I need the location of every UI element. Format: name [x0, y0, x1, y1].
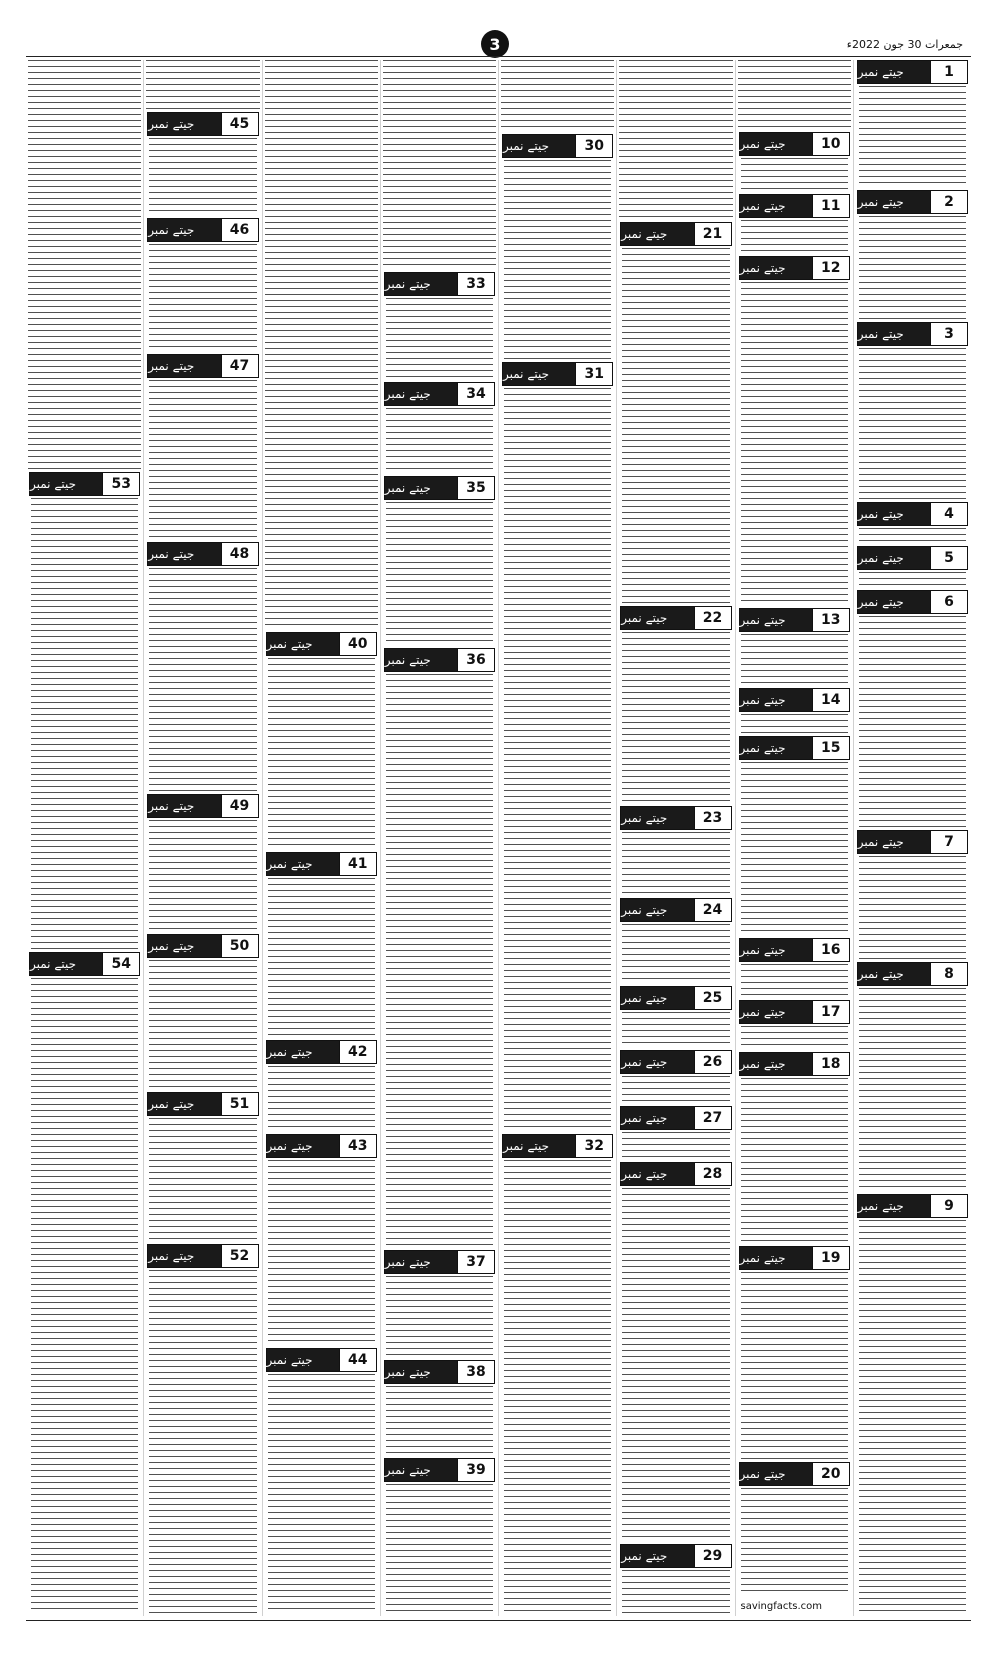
news-item [29, 952, 140, 1614]
news-item [620, 1050, 731, 1104]
news-item [147, 218, 258, 352]
column-3 [616, 60, 734, 1616]
item-header [857, 830, 968, 854]
item-header [147, 218, 258, 242]
item-number: 19 [812, 1247, 849, 1269]
item-number: 30 [575, 135, 612, 157]
item-header [147, 794, 258, 818]
item-label: جیتے نمبر [858, 1195, 930, 1217]
item-label: جیتے نمبر [148, 219, 220, 241]
item-label: جیتے نمبر [621, 607, 693, 629]
news-item [384, 272, 495, 380]
item-number: 51 [221, 1093, 258, 1115]
news-item [739, 1462, 850, 1614]
item-label: جیتے نمبر [385, 649, 457, 671]
item-label: جیتے نمبر [858, 191, 930, 213]
item-number: 46 [221, 219, 258, 241]
news-item [739, 1052, 850, 1244]
news-columns [26, 60, 971, 1616]
item-header [384, 1360, 495, 1384]
item-label: جیتے نمبر [740, 689, 812, 711]
item-label: جیتے نمبر [621, 987, 693, 1009]
item-number: 9 [930, 1195, 967, 1217]
item-number: 24 [694, 899, 731, 921]
item-number: 32 [575, 1135, 612, 1157]
item-number: 49 [221, 795, 258, 817]
item-header [857, 60, 968, 84]
item-label: جیتے نمبر [385, 273, 457, 295]
news-item [29, 472, 140, 950]
news-item [266, 852, 377, 1038]
item-number: 3 [930, 323, 967, 345]
news-item [739, 1246, 850, 1460]
item-header [620, 606, 731, 630]
news-item [857, 322, 968, 500]
item-number: 35 [457, 477, 494, 499]
item-header [620, 222, 731, 246]
item-number: 41 [339, 853, 376, 875]
column-2 [735, 60, 853, 1616]
website-credit: savingfacts.com [740, 1601, 823, 1612]
item-header [857, 322, 968, 346]
item-number: 31 [575, 363, 612, 385]
item-header [739, 194, 850, 218]
bottom-rule [26, 1620, 971, 1621]
news-item [739, 194, 850, 254]
news-item [266, 1134, 377, 1346]
item-header [266, 632, 377, 656]
news-item [147, 542, 258, 792]
news-item [857, 60, 968, 188]
column-1 [853, 60, 971, 1616]
item-header [502, 1134, 613, 1158]
item-number: 36 [457, 649, 494, 671]
column-6 [262, 60, 380, 1616]
item-header [29, 472, 140, 496]
news-item [266, 1040, 377, 1132]
item-header [857, 190, 968, 214]
news-item [147, 934, 258, 1090]
news-item [739, 256, 850, 606]
news-item [384, 382, 495, 474]
item-header [739, 1000, 850, 1024]
item-number: 45 [221, 113, 258, 135]
item-header [266, 1134, 377, 1158]
item-number: 54 [102, 953, 139, 975]
item-number: 2 [930, 191, 967, 213]
news-item [857, 1194, 968, 1614]
item-label: جیتے نمبر [503, 135, 575, 157]
item-number: 21 [694, 223, 731, 245]
item-label: جیتے نمبر [267, 1135, 339, 1157]
item-label: جیتے نمبر [148, 795, 220, 817]
item-header [266, 852, 377, 876]
news-item [620, 1106, 731, 1160]
item-label: جیتے نمبر [267, 853, 339, 875]
item-number: 8 [930, 963, 967, 985]
item-label: جیتے نمبر [30, 473, 102, 495]
item-label: جیتے نمبر [740, 1463, 812, 1485]
news-item [147, 1244, 258, 1614]
column-4 [498, 60, 616, 1616]
issue-date: جمعرات 30 جون 2022ء [846, 38, 963, 51]
item-label: جیتے نمبر [621, 807, 693, 829]
item-number: 18 [812, 1053, 849, 1075]
item-label: جیتے نمبر [858, 323, 930, 345]
item-label: جیتے نمبر [621, 1163, 693, 1185]
item-label: جیتے نمبر [385, 477, 457, 499]
item-header [266, 1040, 377, 1064]
item-number: 37 [457, 1251, 494, 1273]
item-label: جیتے نمبر [740, 609, 812, 631]
item-header [739, 736, 850, 760]
item-number: 1 [930, 61, 967, 83]
item-label: جیتے نمبر [148, 935, 220, 957]
item-header [620, 1106, 731, 1130]
news-item [739, 938, 850, 998]
item-label: جیتے نمبر [621, 223, 693, 245]
item-header [147, 354, 258, 378]
item-label: جیتے نمبر [503, 363, 575, 385]
item-header [739, 132, 850, 156]
item-number: 11 [812, 195, 849, 217]
column-8 [26, 60, 143, 1616]
news-item [384, 648, 495, 1248]
item-number: 20 [812, 1463, 849, 1485]
item-header [147, 1244, 258, 1268]
item-number: 17 [812, 1001, 849, 1023]
item-number: 50 [221, 935, 258, 957]
news-item [739, 132, 850, 192]
item-number: 7 [930, 831, 967, 853]
item-label: جیتے نمبر [148, 1245, 220, 1267]
news-item [739, 736, 850, 936]
news-item [739, 608, 850, 686]
news-item [502, 134, 613, 360]
item-number: 34 [457, 383, 494, 405]
item-header [384, 1458, 495, 1482]
news-item [266, 1348, 377, 1614]
item-header [266, 1348, 377, 1372]
item-number: 27 [694, 1107, 731, 1129]
item-label: جیتے نمبر [740, 1053, 812, 1075]
item-label: جیتے نمبر [740, 195, 812, 217]
news-item [502, 1134, 613, 1614]
item-header [384, 1250, 495, 1274]
item-label: جیتے نمبر [503, 1135, 575, 1157]
item-label: جیتے نمبر [858, 547, 930, 569]
item-label: جیتے نمبر [858, 503, 930, 525]
item-label: جیتے نمبر [740, 1247, 812, 1269]
item-number: 38 [457, 1361, 494, 1383]
item-number: 4 [930, 503, 967, 525]
page-number: 3 [481, 30, 509, 58]
item-label: جیتے نمبر [621, 1545, 693, 1567]
item-number: 10 [812, 133, 849, 155]
news-item [620, 1544, 731, 1614]
news-item [739, 1000, 850, 1050]
item-label: جیتے نمبر [740, 257, 812, 279]
item-label: جیتے نمبر [385, 1361, 457, 1383]
item-number: 23 [694, 807, 731, 829]
item-label: جیتے نمبر [385, 1251, 457, 1273]
item-label: جیتے نمبر [740, 939, 812, 961]
news-item [384, 1360, 495, 1456]
item-header [29, 952, 140, 976]
news-item [620, 222, 731, 604]
item-header [620, 986, 731, 1010]
item-number: 16 [812, 939, 849, 961]
news-item [502, 362, 613, 1132]
item-header [384, 382, 495, 406]
item-number: 39 [457, 1459, 494, 1481]
item-header [857, 546, 968, 570]
news-item [857, 502, 968, 544]
item-header [857, 962, 968, 986]
news-item [620, 986, 731, 1048]
item-number: 42 [339, 1041, 376, 1063]
item-label: جیتے نمبر [385, 383, 457, 405]
item-label: جیتے نمبر [267, 1349, 339, 1371]
column-7 [143, 60, 261, 1616]
news-item [266, 632, 377, 850]
item-number: 44 [339, 1349, 376, 1371]
item-number: 15 [812, 737, 849, 759]
item-header [620, 1162, 731, 1186]
news-item [147, 1092, 258, 1242]
news-item [147, 794, 258, 932]
item-label: جیتے نمبر [621, 899, 693, 921]
item-header [502, 362, 613, 386]
item-label: جیتے نمبر [148, 355, 220, 377]
item-header [384, 648, 495, 672]
item-header [147, 542, 258, 566]
item-number: 52 [221, 1245, 258, 1267]
item-header [739, 256, 850, 280]
item-label: جیتے نمبر [858, 963, 930, 985]
news-item [147, 354, 258, 540]
item-header [739, 1052, 850, 1076]
item-label: جیتے نمبر [621, 1051, 693, 1073]
item-label: جیتے نمبر [740, 737, 812, 759]
item-label: جیتے نمبر [148, 543, 220, 565]
item-number: 6 [930, 591, 967, 613]
news-item [620, 606, 731, 804]
item-number: 47 [221, 355, 258, 377]
news-item [857, 962, 968, 1192]
item-number: 28 [694, 1163, 731, 1185]
item-header [857, 590, 968, 614]
item-number: 40 [339, 633, 376, 655]
item-number: 48 [221, 543, 258, 565]
item-header [502, 134, 613, 158]
item-label: جیتے نمبر [148, 113, 220, 135]
item-header [739, 938, 850, 962]
news-item [620, 1162, 731, 1542]
item-header [147, 112, 258, 136]
news-item [857, 590, 968, 828]
item-label: جیتے نمبر [267, 633, 339, 655]
item-header [739, 688, 850, 712]
item-number: 22 [694, 607, 731, 629]
item-number: 13 [812, 609, 849, 631]
item-label: جیتے نمبر [858, 831, 930, 853]
news-item [384, 1458, 495, 1614]
news-item [620, 806, 731, 896]
item-header [620, 1544, 731, 1568]
item-header [147, 1092, 258, 1116]
item-number: 33 [457, 273, 494, 295]
item-header [620, 1050, 731, 1074]
item-label: جیتے نمبر [621, 1107, 693, 1129]
item-number: 5 [930, 547, 967, 569]
masthead [0, 0, 997, 56]
item-number: 12 [812, 257, 849, 279]
item-label: جیتے نمبر [740, 133, 812, 155]
top-rule [26, 56, 971, 57]
item-number: 26 [694, 1051, 731, 1073]
item-label: جیتے نمبر [858, 591, 930, 613]
news-item [147, 112, 258, 216]
news-item [857, 190, 968, 320]
item-header [620, 806, 731, 830]
item-label: جیتے نمبر [858, 61, 930, 83]
item-number: 53 [102, 473, 139, 495]
item-header [620, 898, 731, 922]
item-number: 29 [694, 1545, 731, 1567]
item-header [857, 1194, 968, 1218]
item-header [384, 272, 495, 296]
item-header [739, 1462, 850, 1486]
item-label: جیتے نمبر [740, 1001, 812, 1023]
item-header [739, 1246, 850, 1270]
news-item [384, 1250, 495, 1358]
item-header [147, 934, 258, 958]
news-item [857, 546, 968, 588]
item-label: جیتے نمبر [385, 1459, 457, 1481]
item-number: 43 [339, 1135, 376, 1157]
news-item [620, 898, 731, 984]
item-label: جیتے نمبر [267, 1041, 339, 1063]
item-label: جیتے نمبر [30, 953, 102, 975]
item-number: 25 [694, 987, 731, 1009]
news-item [384, 476, 495, 646]
item-header [857, 502, 968, 526]
column-5 [380, 60, 498, 1616]
item-label: جیتے نمبر [148, 1093, 220, 1115]
news-item [857, 830, 968, 960]
item-header [739, 608, 850, 632]
item-number: 14 [812, 689, 849, 711]
item-header [384, 476, 495, 500]
news-item [739, 688, 850, 734]
